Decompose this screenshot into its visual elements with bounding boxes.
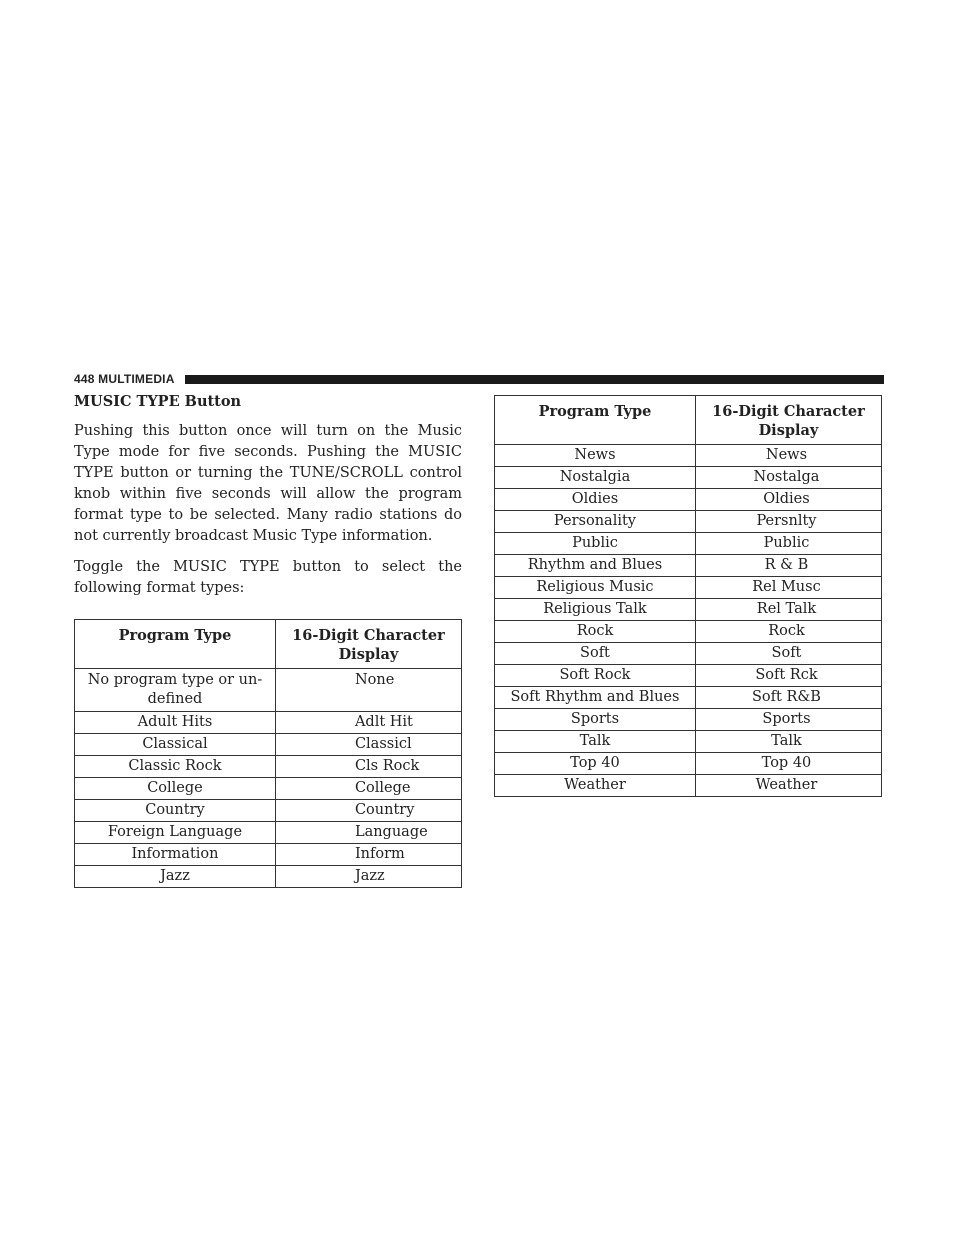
display-code-cell: Adlt Hit <box>275 712 461 734</box>
display-code-cell: Language <box>275 822 461 844</box>
display-code-cell: Country <box>275 800 461 822</box>
program-type-cell: Religious Talk <box>495 599 696 621</box>
table-row <box>495 643 882 665</box>
header-rule <box>185 375 884 384</box>
display-code-cell: College <box>275 778 461 800</box>
program-type-cell: Foreign Language <box>75 822 276 844</box>
display-code-cell: Rock <box>695 621 881 643</box>
display-code-cell: Cls Rock <box>275 756 461 778</box>
program-type-cell: Information <box>75 844 276 866</box>
table-row <box>495 445 882 467</box>
table-row <box>495 621 882 643</box>
table-row <box>495 709 882 731</box>
program-type-cell: Top 40 <box>495 753 696 775</box>
display-code-cell: Soft Rck <box>695 665 881 687</box>
table-row <box>495 489 882 511</box>
program-type-cell: Soft Rhythm and Blues <box>495 687 696 709</box>
program-type-cell: Classical <box>75 734 276 756</box>
table-row <box>75 822 462 844</box>
table-header-row <box>495 396 882 445</box>
table-row <box>495 753 882 775</box>
table-row <box>75 778 462 800</box>
display-code-cell: Rel Talk <box>695 599 881 621</box>
display-code-cell: Sports <box>695 709 881 731</box>
table-row <box>75 800 462 822</box>
table-row <box>495 775 882 797</box>
program-type-cell: Personality <box>495 511 696 533</box>
table-row <box>495 665 882 687</box>
intro-paragraph: Pushing this button once will turn on the Music Type mode for five seconds. Pushing the MUSIC TYPE button or turning the TUNE/SCROLL control knob within five seconds will allow the program format type to be selected. Many radio stations do not currently broadcast Music Type information. <box>74 423 462 544</box>
left-column <box>74 393 462 888</box>
display-code-cell: Soft R&B <box>695 687 881 709</box>
table-row <box>75 756 462 778</box>
display-code-cell: Oldies <box>695 489 881 511</box>
program-type-cell: Talk <box>495 731 696 753</box>
program-type-cell: Rock <box>495 621 696 643</box>
table-row <box>495 511 882 533</box>
table-header-row <box>75 620 462 669</box>
section-title: MUSIC TYPE Button <box>74 393 242 410</box>
program-type-cell: Country <box>75 800 276 822</box>
page-header <box>74 372 884 386</box>
program-type-cell: Soft Rock <box>495 665 696 687</box>
program-type-cell: College <box>75 778 276 800</box>
table-row <box>495 731 882 753</box>
display-code-cell: Top 40 <box>695 753 881 775</box>
table-row <box>75 669 462 712</box>
table-row <box>75 734 462 756</box>
program-type-cell: News <box>495 445 696 467</box>
display-code-cell: None <box>275 669 461 712</box>
table-row <box>495 577 882 599</box>
program-type-cell: Religious Music <box>495 577 696 599</box>
program-type-cell: Jazz <box>75 866 276 888</box>
display-code-cell: Inform <box>275 844 461 866</box>
display-code-cell: Persnlty <box>695 511 881 533</box>
display-code-cell: Nostalga <box>695 467 881 489</box>
display-code-cell: Jazz <box>275 866 461 888</box>
display-code-cell: News <box>695 445 881 467</box>
program-type-cell: Nostalgia <box>495 467 696 489</box>
music-type-table-right <box>494 395 882 797</box>
table-row <box>75 866 462 888</box>
program-type-cell: Weather <box>495 775 696 797</box>
display-code-cell: Soft <box>695 643 881 665</box>
program-type-cell: Soft <box>495 643 696 665</box>
display-code-cell: Public <box>695 533 881 555</box>
display-code-cell: Weather <box>695 775 881 797</box>
display-code-cell: Classicl <box>275 734 461 756</box>
page-number-label: 448 MULTIMEDIA <box>74 372 175 386</box>
table-row <box>495 467 882 489</box>
program-type-cell: Oldies <box>495 489 696 511</box>
program-type-cell: Sports <box>495 709 696 731</box>
table-row <box>75 712 462 734</box>
program-type-cell: No program type or un-defined <box>75 669 276 712</box>
program-type-cell: Rhythm and Blues <box>495 555 696 577</box>
column-header-display: 16-Digit Character Display <box>695 396 881 445</box>
program-type-cell: Public <box>495 533 696 555</box>
table-row <box>495 533 882 555</box>
column-header-display: 16-Digit Character Display <box>275 620 461 669</box>
display-code-cell: R & B <box>695 555 881 577</box>
program-type-cell: Adult Hits <box>75 712 276 734</box>
table-row <box>75 844 462 866</box>
column-header-program-type: Program Type <box>495 396 696 445</box>
display-code-cell: Rel Musc <box>695 577 881 599</box>
music-type-table-left <box>74 619 462 888</box>
toggle-paragraph: Toggle the MUSIC TYPE button to select the following format types: <box>74 559 462 596</box>
table-row <box>495 599 882 621</box>
right-column <box>494 395 882 797</box>
table-row <box>495 687 882 709</box>
program-type-cell: Classic Rock <box>75 756 276 778</box>
display-code-cell: Talk <box>695 731 881 753</box>
table-row <box>495 555 882 577</box>
column-header-program-type: Program Type <box>75 620 276 669</box>
